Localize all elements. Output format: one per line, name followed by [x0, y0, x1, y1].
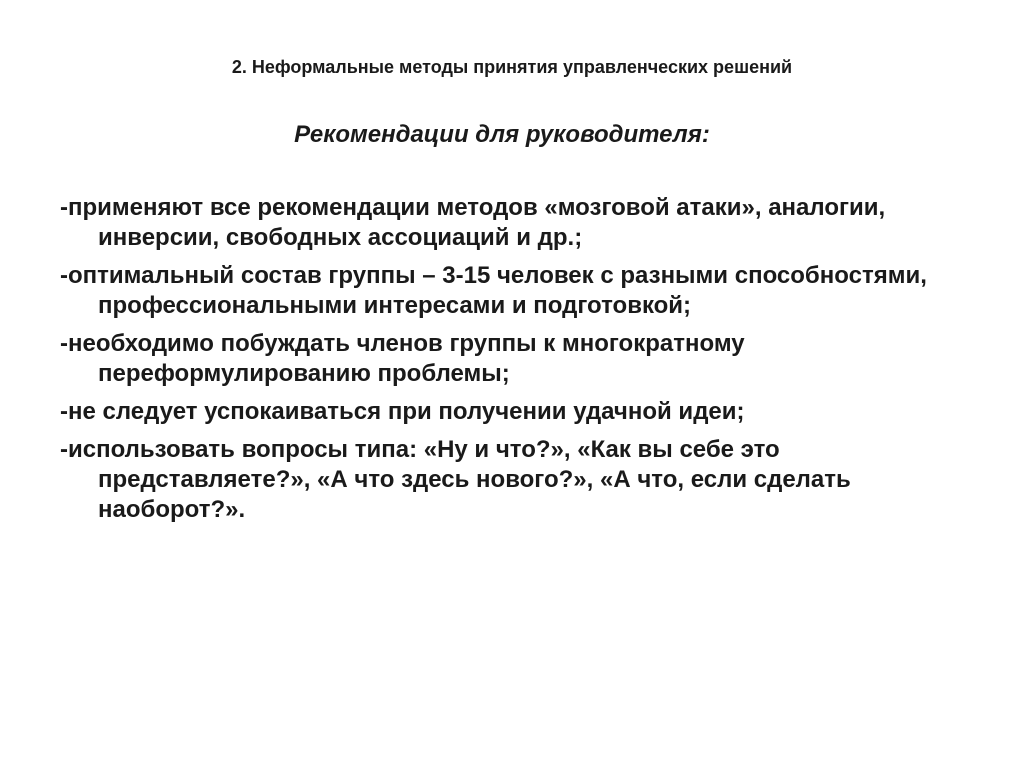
list-item: -необходимо побуждать членов группы к многократному переформулированию проблемы;: [60, 330, 745, 387]
list-item: -оптимальный состав группы – 3-15 человек с разными способностями, профессиональными интересами и подготовкой;: [60, 262, 927, 319]
list-item: -применяют все рекомендации методов «мозговой атаки», аналогии, инверсии, свободных ассоциаций и др.;: [60, 194, 886, 251]
list-item: -использовать вопросы типа: «Ну и что?», «Как вы себе это представляете?», «А что здесь нового?», «А что, если сделать наоборот?».: [60, 436, 851, 523]
list-item: -не следует успокаиваться при получении удачной идеи;: [60, 398, 745, 425]
slide-title: 2. Неформальные методы принятия управленческих решений: [231, 57, 793, 77]
recommendations-list: [60, 193, 960, 533]
slide-subtitle: Рекомендации для руководителя:: [294, 121, 710, 148]
